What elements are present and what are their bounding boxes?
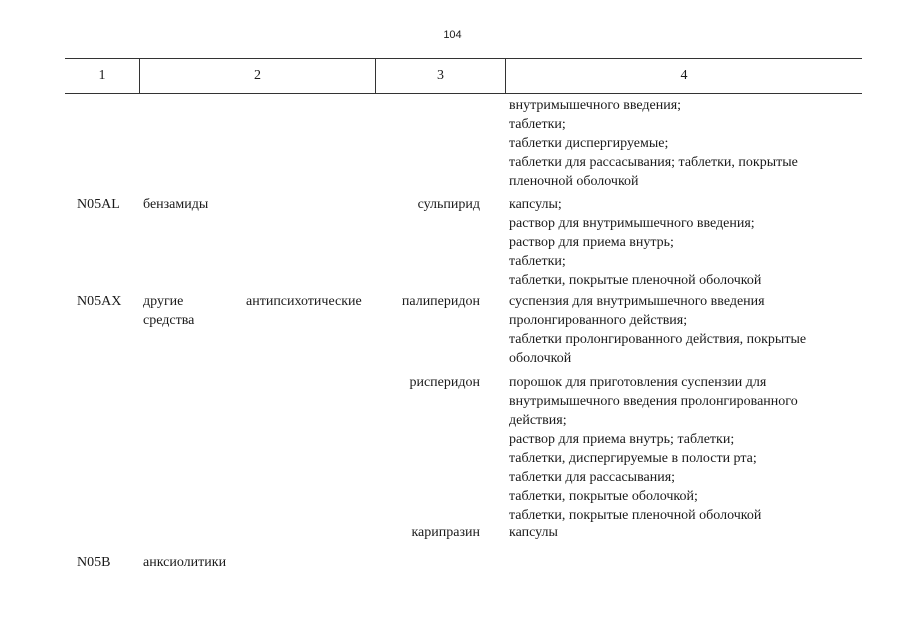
drug-name: сульпирид	[417, 197, 480, 212]
form-line: действия;	[509, 413, 567, 428]
form-line: таблетки пролонгированного действия, покрытые	[509, 332, 807, 347]
group-name-line-2: средства	[143, 313, 195, 328]
group-name: анксиолитики	[143, 555, 227, 570]
form-line: раствор для внутримышечного введения;	[509, 216, 755, 231]
form-line: пленочной оболочкой	[509, 174, 639, 189]
form-line: таблетки для рассасывания; таблетки, покрытые	[509, 155, 798, 170]
drug-name: палиперидон	[401, 294, 480, 309]
form-line: таблетки диспергируемые;	[509, 136, 669, 151]
form-line: таблетки;	[509, 117, 566, 132]
form-line: таблетки, диспергируемые в полости рта;	[509, 451, 757, 466]
continuation-forms	[509, 96, 798, 191]
dosage-forms: капсулы	[509, 525, 558, 540]
table-header-row	[65, 58, 862, 94]
form-line: таблетки, покрытые оболочкой;	[509, 489, 698, 504]
form-line: раствор для приема внутрь; таблетки;	[509, 432, 735, 447]
form-line: раствор для приема внутрь;	[509, 235, 674, 250]
group-name-word-1: другие	[143, 294, 184, 309]
form-line: капсулы;	[509, 197, 562, 212]
form-line: пролонгированного действия;	[509, 313, 688, 328]
header-col-2: 2	[254, 68, 261, 83]
dosage-forms	[509, 373, 798, 525]
form-line: суспензия для внутримышечного введения	[509, 294, 765, 309]
header-col-4: 4	[680, 68, 688, 83]
form-line: таблетки, покрытые пленочной оболочкой	[509, 508, 762, 523]
form-line: порошок для приготовления суспензии для	[509, 375, 767, 390]
header-col-3: 3	[437, 68, 444, 83]
form-line: внутримышечного введения пролонгированного	[509, 394, 798, 409]
form-line: внутримышечного введения;	[509, 98, 682, 113]
form-line: оболочкой	[509, 351, 572, 366]
drug-name: карипразин	[411, 525, 480, 540]
form-line: таблетки для рассасывания;	[509, 470, 676, 485]
header-col-1: 1	[98, 68, 106, 83]
group-name-word-2: антипсихотические	[246, 294, 362, 309]
atc-code: N05AX	[77, 294, 122, 309]
form-line: таблетки, покрытые пленочной оболочкой	[509, 273, 762, 288]
drug-name: рисперидон	[409, 375, 480, 390]
group-name: бензамиды	[143, 197, 209, 212]
atc-code: N05AL	[77, 197, 120, 212]
atc-code: N05B	[77, 555, 111, 570]
form-line: таблетки;	[509, 254, 566, 269]
dosage-forms	[509, 292, 806, 368]
page-number: 104	[443, 29, 462, 41]
dosage-forms	[509, 195, 761, 290]
